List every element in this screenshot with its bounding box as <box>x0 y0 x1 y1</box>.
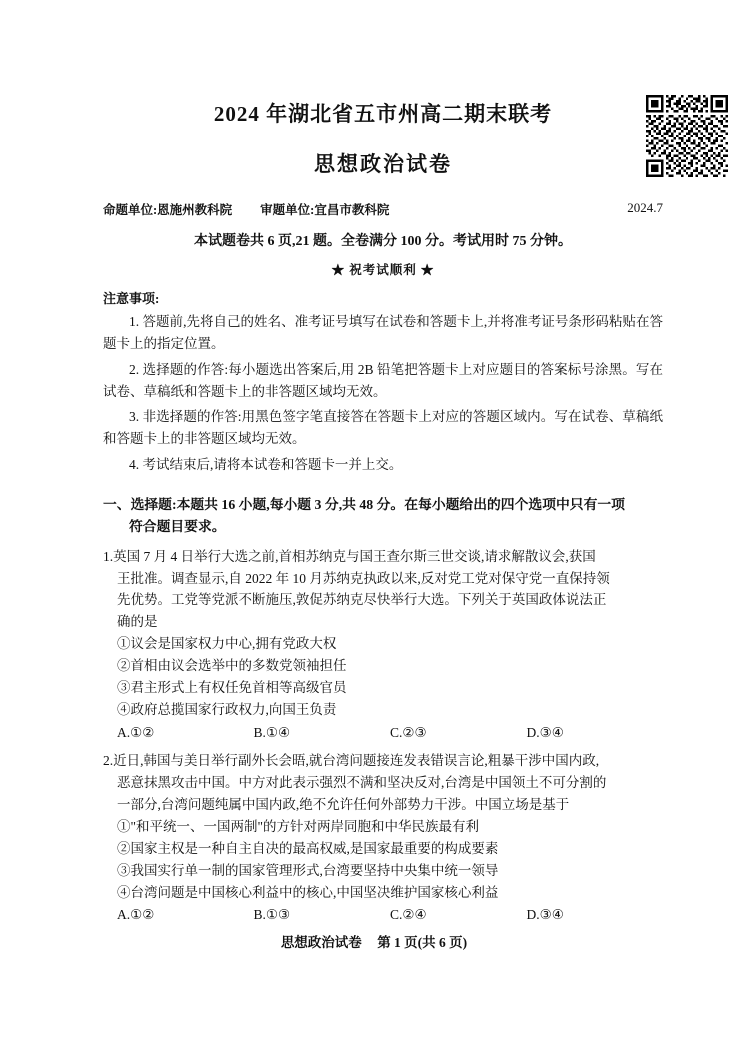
question-stem <box>103 546 663 568</box>
question-statement: ④政府总揽国家行政权力,向国王负责 <box>117 701 337 717</box>
notice-item: 1. 答题前,先将自己的姓名、准考证号填写在试卷和答题卡上,并将准考证号条形码粘贴在答题卡上的指定位置。 <box>103 314 663 351</box>
section-heading-line1: 一、选择题:本题共 16 小题,每小题 3 分,共 48 分。在每小题给出的四个选项中只有一项 <box>103 497 625 513</box>
question-statement: ②国家主权是一种自主自决的最高权威,是国家最重要的构成要素 <box>117 840 499 856</box>
question-stem <box>103 750 663 772</box>
question-statement: ③我国实行单一制的国家管理形式,台湾要坚持中央集中统一领导 <box>117 862 499 878</box>
choice-b[interactable]: B.①④ <box>253 724 291 740</box>
notice-item: 3. 非选择题的作答:用黑色签字笔直接答在答题卡上对应的答题区域内。写在试卷、草稿纸和答题卡上的非答题区域均无效。 <box>103 409 663 447</box>
choice-b[interactable]: B.①③ <box>253 907 291 923</box>
question-statement: ④台湾问题是中国核心利益中的核心,中国坚决维护国家核心利益 <box>117 884 499 900</box>
section-heading <box>103 494 663 539</box>
question-stem-text: 近日,韩国与美日举行副外长会晤,就台湾问题接连发表错误言论,粗暴干涉中国内政, <box>113 753 600 769</box>
question-body-line: 恶意抹黑攻击中国。中方对此表示强烈不满和坚决反对,台湾是中国领土不可分割的 <box>117 775 607 791</box>
question-statement: ①议会是国家权力中心,拥有党政大权 <box>117 636 337 652</box>
question-item <box>103 546 663 744</box>
question-item <box>103 750 663 926</box>
question-statement: ③君主形式上有权任免首相等高级官员 <box>117 679 347 695</box>
choice-a[interactable]: A.①② <box>117 724 155 740</box>
notice-title: 注意事项: <box>103 291 160 306</box>
choice-d[interactable]: D.③④ <box>526 907 564 923</box>
choice-a[interactable]: A.①② <box>117 907 155 923</box>
good-luck-note: ★ 祝考试顺利 ★ <box>331 263 435 277</box>
page-title: 2024 年湖北省五市州高二期末联考 <box>213 102 553 126</box>
meta-reviewing-unit: 审题单位:宜昌市教科院 <box>260 203 390 217</box>
question-choices <box>103 904 663 926</box>
notice-item: 2. 选择题的作答:每小题选出答案后,用 2B 铅笔把答题卡上对应题目的答案标号涂黑。写在试卷、草稿纸和答题卡上的非答题区域均无效。 <box>103 361 663 399</box>
question-statement: ②首相由议会选举中的多数党领袖担任 <box>117 658 347 673</box>
choice-d[interactable]: D.③④ <box>526 724 564 740</box>
choice-c[interactable]: C.②③ <box>390 724 427 740</box>
question-number: 2. <box>103 753 114 769</box>
question-body-line: 王批准。调查显示,自 2022 年 10 月苏纳克执政以来,反对党工党对保守党一直保持领 <box>117 570 610 586</box>
page-subtitle: 思想政治试卷 <box>314 152 452 176</box>
notice-item: 4. 考试结束后,请将本试卷和答题卡一并上交。 <box>129 457 403 473</box>
meta-row <box>103 200 663 218</box>
exam-info: 本试题卷共 6 页,21 题。全卷满分 100 分。考试用时 75 分钟。 <box>194 234 572 249</box>
document-content <box>103 0 663 926</box>
footer-page-number: 第 1 页(共 6 页) <box>377 935 468 950</box>
question-body-line: 先优势。工党等党派不断施压,敦促苏纳克尽快举行大选。下列关于英国政体说法正 <box>117 592 607 608</box>
section-heading-line2: 符合题目要求。 <box>129 519 226 535</box>
question-stem-text: 英国 7 月 4 日举行大选之前,首相苏纳克与国王查尔斯三世交谈,请求解散议会,获国 <box>113 548 596 564</box>
choice-c[interactable]: C.②④ <box>390 907 427 923</box>
question-body-line: 确的是 <box>117 614 158 630</box>
question-statement: ①"和平统一、一国两制"的方针对两岸同胞和中华民族最有利 <box>117 819 480 835</box>
page-footer <box>0 931 748 951</box>
question-body-line: 一部分,台湾问题纯属中国内政,绝不允许任何外部势力干涉。中国立场是基于 <box>117 797 570 813</box>
meta-compiling-unit: 命题单位:恩施州教科院 <box>103 203 233 217</box>
footer-title: 思想政治试卷 <box>280 935 362 950</box>
question-number: 1. <box>103 548 114 564</box>
question-choices <box>103 722 663 744</box>
meta-date: 2024.7 <box>627 200 663 215</box>
